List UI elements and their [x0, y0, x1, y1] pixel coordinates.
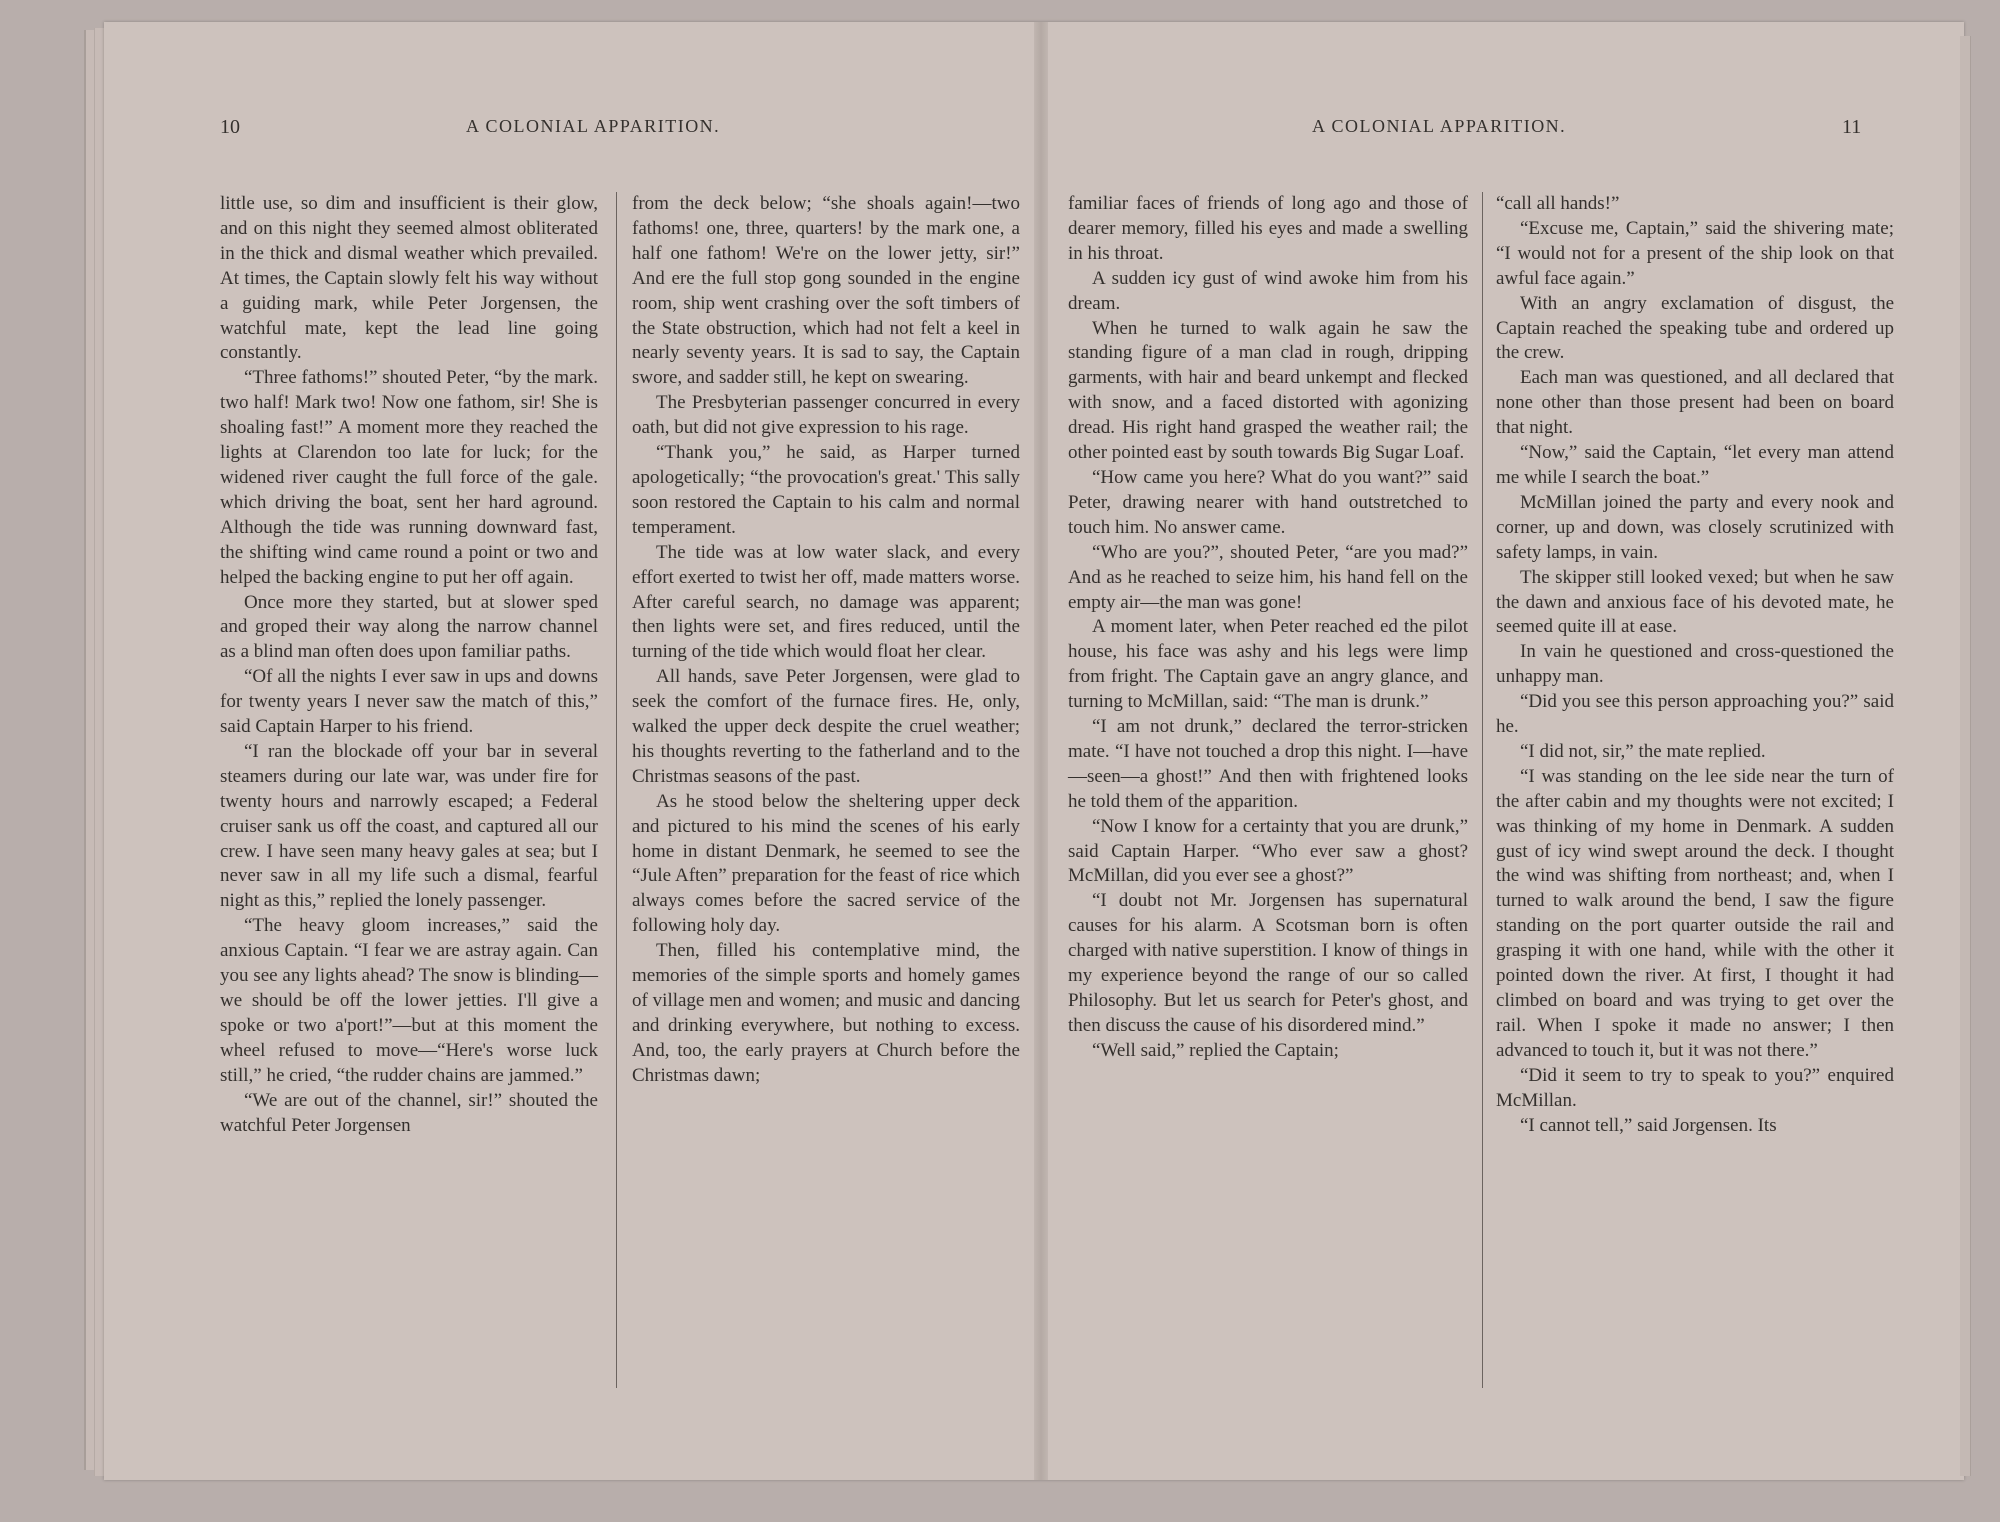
- paragraph: A sudden icy gust of wind awoke him from his dream.: [1068, 267, 1468, 314]
- paragraph: The Presbyterian passenger concurred in every oath, but did not give expression to his rage.: [632, 392, 1020, 439]
- paragraph: Once more they started, but at slower sped and groped their way along the narrow channel as a blind man often does upon familiar paths.: [220, 591, 598, 663]
- paragraph: “Now,” said the Captain, “let every man attend me while I search the boat.”: [1496, 442, 1894, 488]
- paragraph: “How came you here? What do you want?” said Peter, drawing nearer with hand outstretched to touch him. No answer came.: [1068, 466, 1468, 538]
- page-number-right: 11: [1842, 116, 1862, 138]
- paragraph: “Did you see this person approaching you?” said he.: [1496, 691, 1894, 738]
- paragraph: “I doubt not Mr. Jorgensen has supernatural causes for his alarm. A Scotsman born is often charged with native superstition. I know of things in my experience beyond the range of our so called Philosophy. But let us search for Peter's ghost, and then discuss the cause of his disordered mind.”: [1068, 890, 1468, 1036]
- running-head-right: A COLONIAL APPARITION.: [1312, 116, 1567, 136]
- paragraph: “Of all the nights I ever saw in ups and downs for twenty years I never saw the match of this,” said Captain Harper to his friend.: [220, 666, 598, 738]
- paragraph: familiar faces of friends of long ago and those of dearer memory, filled his eyes and made a swelling in his throat.: [1068, 193, 1468, 264]
- paragraph: A moment later, when Peter reached ed the pilot house, his face was ashy and his legs were limp from fright. The Captain gave an angry glance, and turning to McMillan, said: “The man is drunk.”: [1068, 616, 1468, 713]
- paragraph: The skipper still looked vexed; but when he saw the dawn and anxious face of his devoted mate, he seemed quite ill at ease.: [1496, 566, 1894, 638]
- paragraph: “Excuse me, Captain,” said the shivering mate; “I would not for a present of the ship look on that awful face again.”: [1496, 217, 1894, 289]
- text-column: [220, 192, 598, 1138]
- paragraph: “I ran the blockade off your bar in several steamers during our late war, was under fire for twenty hours and narrowly escaped; a Federal cruiser sank us off the coast, and captured all our crew. I have seen many heavy gales at sea; but I never saw in all my life such a dismal, fearful night as this,” replied the lonely passenger.: [220, 740, 598, 912]
- paragraph: When he turned to walk again he saw the standing figure of a man clad in rough, dripping garments, with hair and beard unkempt and flecked with snow, and a faced distorted with agonizing dread. His right hand grasped the weather rail; the other pointed east by south towards Big Sugar Loaf.: [1068, 317, 1468, 464]
- paragraph: As he stood below the sheltering upper deck and pictured to his mind the scenes of his early home in distant Denmark, he seemed to see the “Jule Aften” preparation for the feast of rice which always comes before the sacred service of the following holy day.: [632, 790, 1020, 937]
- text-column: [1068, 192, 1468, 1064]
- paragraph: “Thank you,” he said, as Harper turned apologetically; “the provocation's great.' This sally soon restored the Captain to his calm and normal temperament.: [632, 442, 1020, 538]
- running-head-left: A COLONIAL APPARITION.: [466, 116, 721, 136]
- left-page: [104, 22, 1034, 1480]
- paragraph: Then, filled his contemplative mind, the memories of the simple sports and homely games of village men and women; and music and dancing and drinking everywhere, but nothing to excess. And, too, the early prayers at Church before the Christmas dawn;: [632, 940, 1020, 1086]
- paragraph: “The heavy gloom increases,” said the anxious Captain. “I fear we are astray again. Can you see any lights ahead? The snow is blinding—we should be off the lower jetties. I'll give a spoke or two a'port!”—but at this moment the wheel refused to move—“Here's worse luck still,” he cried, “the rudder chains are jammed.”: [220, 915, 598, 1086]
- paragraph: “Three fathoms!” shouted Peter, “by the mark. two half! Mark two! Now one fathom, sir! She is shoaling fast!” A moment more they reached the lights at Clarendon too late for luck; for the widened river caught the full force of the gale. which driving the boat, sent her hard aground. Although the tide was running downward fast, the shifting wind came round a point or two and helped the backing engine to put her off again.: [220, 367, 598, 588]
- text-column: [632, 192, 1020, 1089]
- text-column: [1496, 192, 1894, 1138]
- paragraph: Each man was questioned, and all declared that none other than those present had been on board that night.: [1496, 367, 1894, 439]
- paragraph: “Who are you?”, shouted Peter, “are you mad?” And as he reached to seize him, his hand fell on the empty air—the man was gone!: [1068, 541, 1468, 613]
- binding-gutter: [1034, 22, 1048, 1480]
- paragraph: from the deck below; “she shoals again!—two fathoms! one, three, quarters! by the mark one, a half one fathom! We're on the lower jetty, sir!” And ere the full stop gong sounded in the engine room, ship went crashing over the soft timbers of the State obstruction, which had not felt a keel in nearly seventy years. It is sad to say, the Captain swore, and sadder still, he kept on swearing.: [632, 193, 1020, 389]
- paragraph: “call all hands!”: [1496, 193, 1620, 214]
- paragraph: “I am not drunk,” declared the terror-stricken mate. “I have not touched a drop this night. I—have—seen—a ghost!” And then with frightened looks he told them of the apparition.: [1068, 716, 1468, 812]
- paragraph: In vain he questioned and cross-questioned the unhappy man.: [1496, 641, 1894, 688]
- right-page: [1048, 22, 1960, 1480]
- paragraph: The tide was at low water slack, and every effort exerted to twist her off, made matters worse. After careful search, no damage was apparent; then lights were set, and fires reduced, until the turning of the tide which would float her clear.: [632, 541, 1020, 663]
- paragraph: “Now I know for a certainty that you are drunk,” said Captain Harper. “Who ever saw a ghost? McMillan, did you ever see a ghost?”: [1068, 815, 1468, 887]
- column-rule: [1482, 192, 1483, 1388]
- right-page-edge: [1960, 36, 1971, 1476]
- paragraph: All hands, save Peter Jorgensen, were glad to seek the comfort of the furnace fires. He, only, walked the upper deck despite the cruel weather; his thoughts reverting to the fatherland and to the Christmas seasons of the past.: [632, 666, 1020, 787]
- page-number-left: 10: [220, 116, 240, 138]
- paragraph: With an angry exclamation of disgust, the Captain reached the speaking tube and ordered up the crew.: [1496, 292, 1894, 364]
- paragraph: “We are out of the channel, sir!” shouted the watchful Peter Jorgensen: [220, 1089, 598, 1136]
- paragraph: little use, so dim and insufficient is their glow, and on this night they seemed almost obliterated in the thick and dismal weather which prevailed. At times, the Captain slowly felt his way without a guiding mark, while Peter Jorgensen, the watchful mate, kept the lead line going constantly.: [220, 193, 598, 364]
- paragraph: “I was standing on the lee side near the turn of the after cabin and my thoughts were not excited; I was thinking of my home in Denmark. A sudden gust of icy wind swept around the deck. I thought the wind was shifting from northeast; and, when I turned to walk around the bend, I saw the figure standing on the port quarter outside the rail and grasping it with one hand, while with the other it pointed down the river. At first, I thought it had climbed on board and was trying to get over the rail. When I spoke it made no answer; I then advanced to touch it, but it was not there.”: [1496, 765, 1894, 1061]
- paragraph: “Well said,” replied the Captain;: [1092, 1039, 1339, 1061]
- paragraph: “I did not, sir,” the mate replied.: [1520, 740, 1766, 762]
- paragraph: “Did it seem to try to speak to you?” enquired McMillan.: [1496, 1064, 1894, 1111]
- column-rule: [616, 192, 617, 1388]
- paragraph: McMillan joined the party and every nook and corner, up and down, was closely scrutinized with safety lamps, in vain.: [1496, 491, 1894, 563]
- paragraph: “I cannot tell,” said Jorgensen. Its: [1520, 1114, 1777, 1136]
